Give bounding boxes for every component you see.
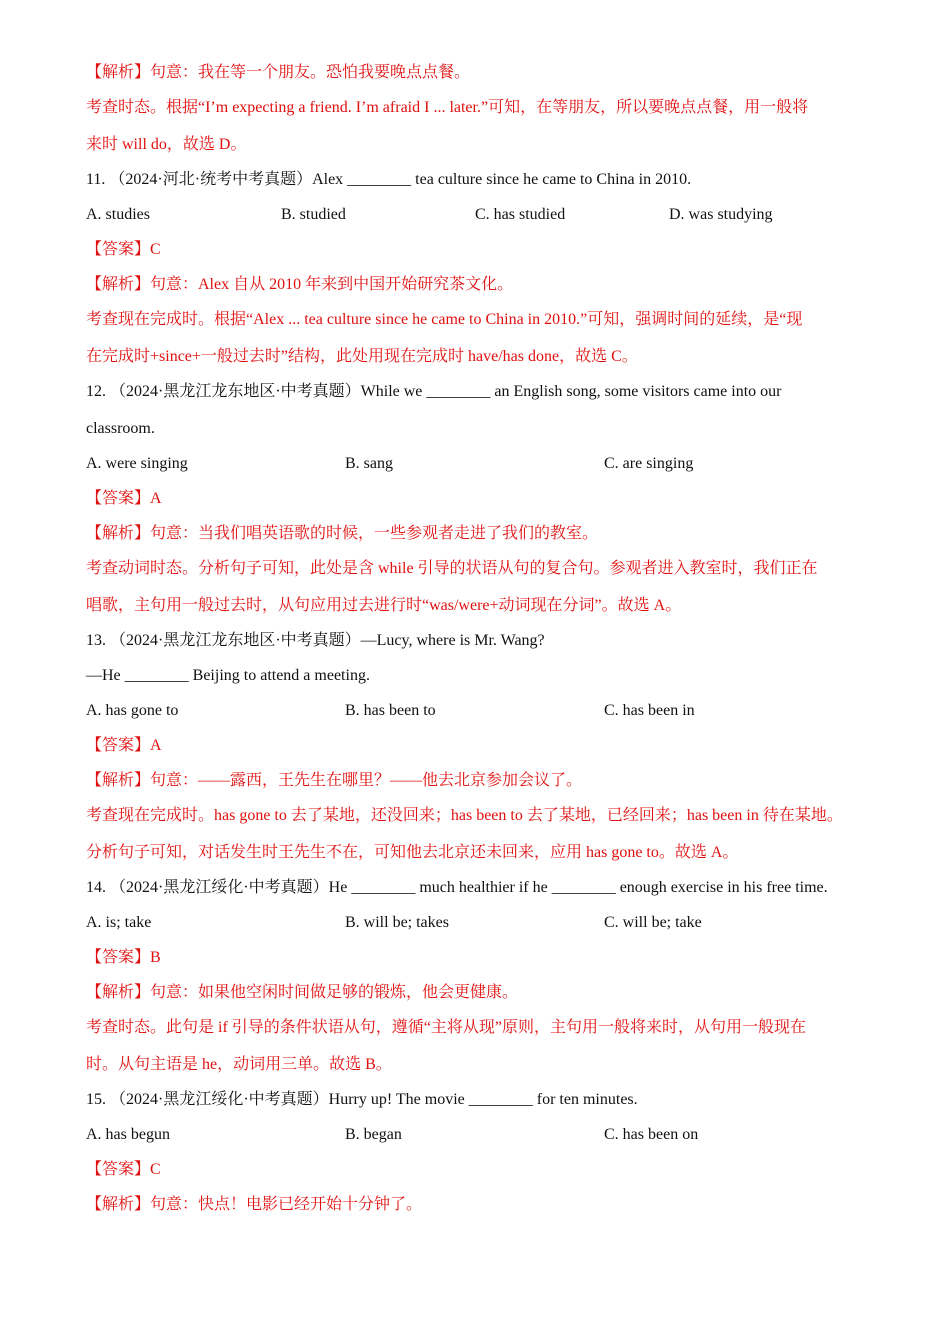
option-d: D. was studying (669, 206, 773, 223)
explanation-line: 考查时态。此句是 if 引导的条件状语从句，遵循“主将从现”原则，主句用一般将来时，从句用一般现在 (86, 1019, 806, 1036)
option-a: A. has gone to (86, 702, 179, 719)
explanation-line: 【解析】句意：如果他空闲时间做足够的锻炼，他会更健康。 (86, 984, 519, 1001)
option-b: B. sang (345, 455, 393, 472)
answer-line: 【答案】C (86, 1161, 161, 1178)
question-13: 13. （2024·黑龙江龙东地区·中考真题）—Lucy, where is Mr. Wang? (86, 632, 545, 649)
question-12: 12. （2024·黑龙江龙东地区·中考真题）While we ________ an English song, some visitors came into our (86, 383, 782, 400)
explanation-line: 唱歌，主句用一般过去时，从句应用过去进行时“was/were+动词现在分词”。故选 A。 (86, 597, 682, 614)
option-c: C. has been on (604, 1126, 699, 1143)
answer-line: 【答案】A (86, 737, 162, 754)
answer-line: 【答案】C (86, 241, 161, 258)
option-b: B. began (345, 1126, 402, 1143)
explanation-line: 考查时态。根据“I’m expecting a friend. I’m afraid I ... later.”可知，在等朋友，所以要晚点点餐，用一般将 (86, 99, 809, 116)
option-b: B. will be; takes (345, 914, 449, 931)
option-a: A. is; take (86, 914, 152, 931)
question-11: 11. （2024·河北·统考中考真题）Alex ________ tea culture since he came to China in 2010. (86, 171, 692, 188)
explanation-line: 时。从句主语是 he，动词用三单。故选 B。 (86, 1056, 392, 1073)
question-15: 15. （2024·黑龙江绥化·中考真题）Hurry up! The movie ________ for ten minutes. (86, 1091, 638, 1108)
explanation-line: 来时 will do，故选 D。 (86, 136, 247, 153)
option-a: A. studies (86, 206, 150, 223)
explanation-line: 【解析】句意：我在等一个朋友。恐怕我要晚点点餐。 (86, 64, 471, 81)
option-a: A. were singing (86, 455, 188, 472)
option-c: C. are singing (604, 455, 694, 472)
question-13-cont: —He ________ Beijing to attend a meeting. (86, 667, 370, 684)
option-b: B. has been to (345, 702, 436, 719)
option-b: B. studied (281, 206, 346, 223)
explanation-line: 考查现在完成时。has gone to 去了某地，还没回来；has been to 去了某地，已经回来；has been in 待在某地。 (86, 807, 843, 824)
option-c: C. has been in (604, 702, 695, 719)
option-c: C. will be; take (604, 914, 702, 931)
option-c: C. has studied (475, 206, 566, 223)
explanation-line: 【解析】句意：当我们唱英语歌的时候，一些参观者走进了我们的教室。 (86, 525, 599, 542)
answer-line: 【答案】A (86, 490, 162, 507)
explanation-line: 【解析】句意：快点！电影已经开始十分钟了。 (86, 1196, 423, 1213)
question-14: 14. （2024·黑龙江绥化·中考真题）He ________ much healthier if he ________ enough exercise in his free time. (86, 879, 828, 896)
explanation-line: 考查动词时态。分析句子可知，此处是含 while 引导的状语从句的复合句。参观者进入教室时，我们正在 (86, 560, 818, 577)
answer-line: 【答案】B (86, 949, 161, 966)
option-a: A. has begun (86, 1126, 170, 1143)
question-12-cont: classroom. (86, 420, 155, 437)
explanation-line: 分析句子可知，对话发生时王先生不在，可知他去北京还未回来，应用 has gone to。故选 A。 (86, 844, 739, 861)
explanation-line: 考查现在完成时。根据“Alex ... tea culture since he came to China in 2010.”可知，强调时间的延续，是“现 (86, 311, 803, 328)
explanation-line: 【解析】句意：——露西，王先生在哪里？——他去北京参加会议了。 (86, 772, 583, 789)
explanation-line: 在完成时+since+一般过去时”结构，此处用现在完成时 have/has done，故选 C。 (86, 348, 638, 365)
explanation-line: 【解析】句意：Alex 自从 2010 年来到中国开始研究茶文化。 (86, 276, 514, 293)
